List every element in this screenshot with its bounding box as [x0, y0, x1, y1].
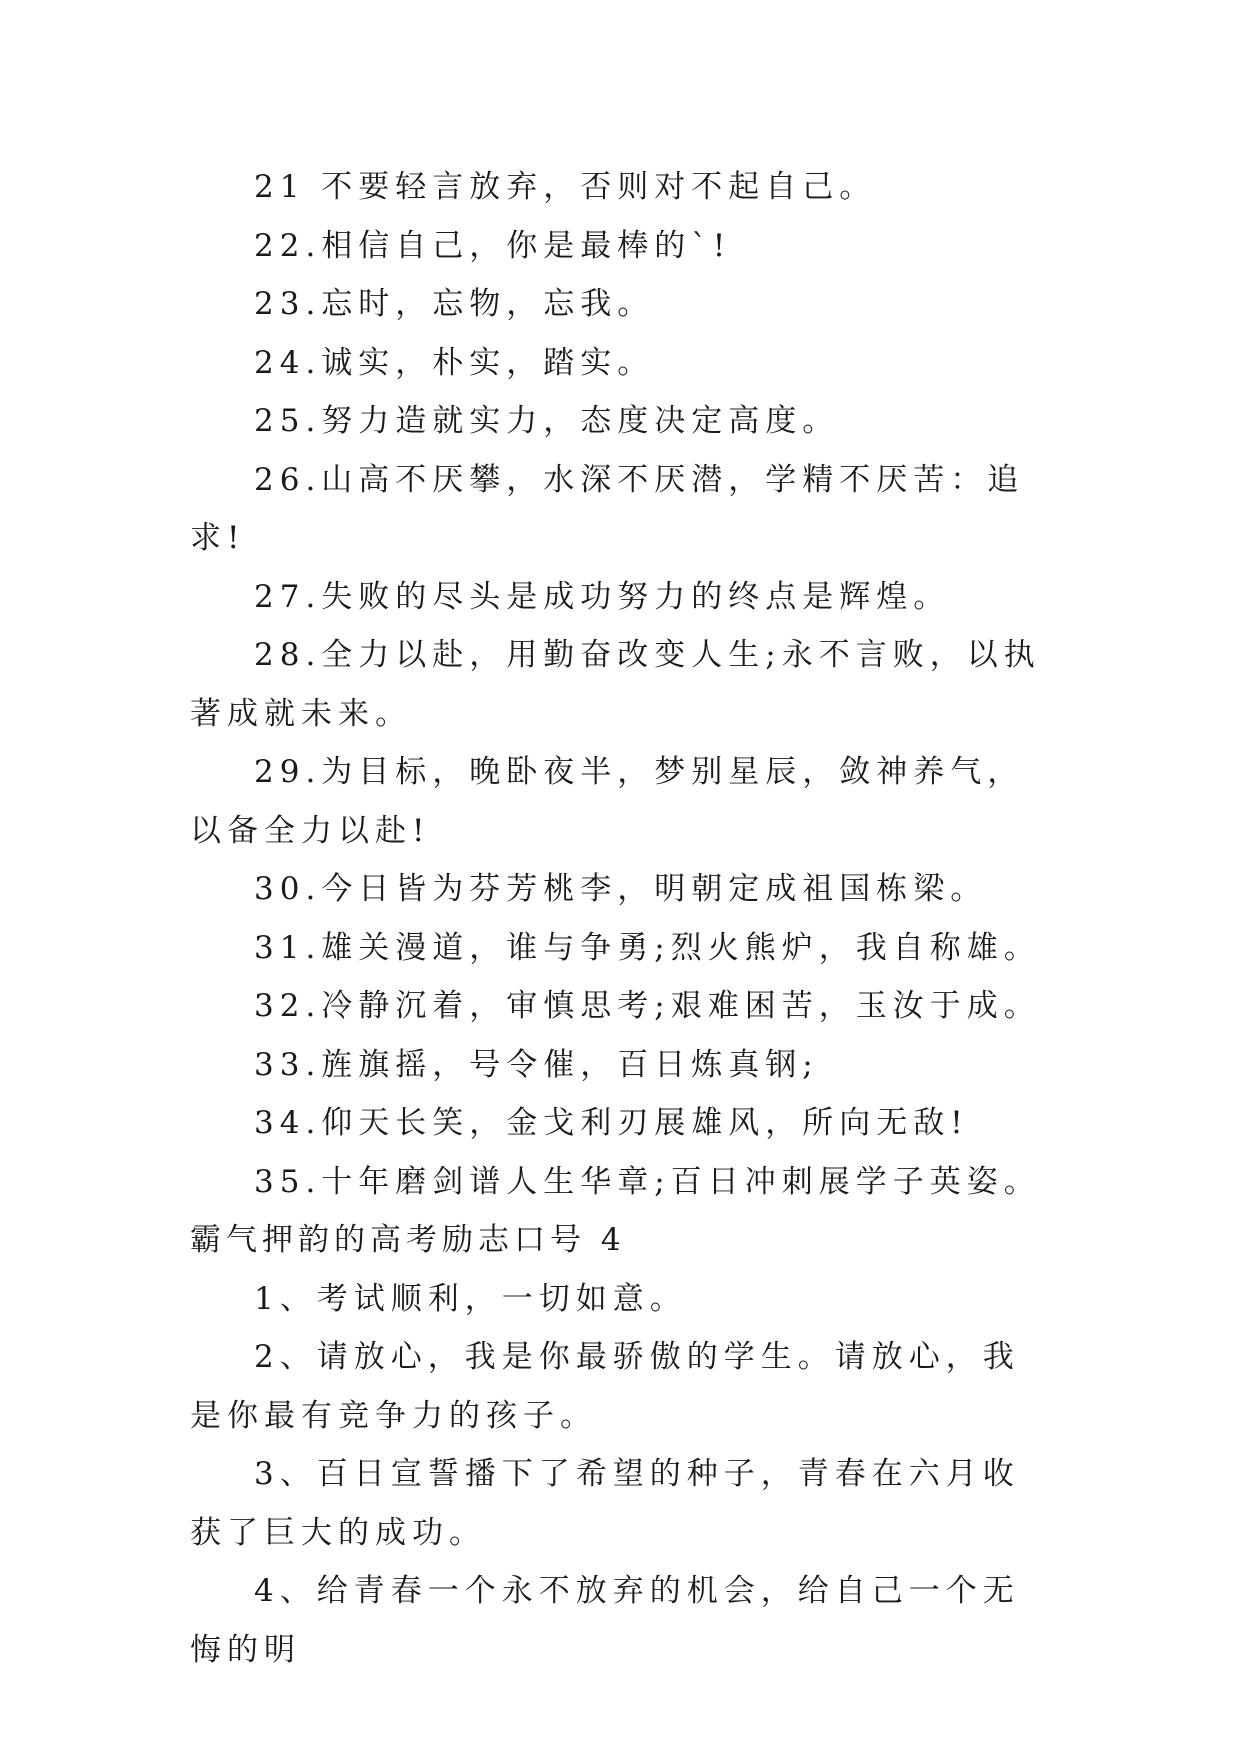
slogan-22: 22.相信自己，你是最棒的`! — [254, 227, 732, 264]
slogan-24: 24.诚实，朴实，踏实。 — [254, 344, 655, 381]
section-slogan-1: 1、考试顺利，一切如意。 — [254, 1280, 687, 1317]
slogan-21: 21 不要轻言放弃，否则对不起自己。 — [254, 169, 877, 205]
section-heading: 霸气押韵的高考励志口号 4 — [190, 1222, 626, 1258]
slogan-30: 30.今日皆为芬芳桃李，明朝定成祖国栋梁。 — [254, 871, 988, 907]
section-slogan-3: 3、百日宣誓播下了希望的种子，青春在六月收获了巨大的成功。 — [190, 1456, 1020, 1551]
slogan-33: 33.旌旗摇，号令催，百日炼真钢; — [254, 1046, 819, 1083]
section-slogan-2: 2、请放心，我是你最骄傲的学生。请放心，我是你最有竞争力的孩子。 — [190, 1339, 1020, 1434]
slogan-27: 27.失败的尽头是成功努力的终点是辉煌。 — [254, 578, 951, 615]
slogan-32: 32.冷静沉着，审慎思考;艰难困苦，玉汝于成。 — [254, 988, 1041, 1024]
slogan-31: 31.雄关漫道，谁与争勇;烈火熊炉，我自称雄。 — [254, 929, 1041, 966]
slogan-23: 23.忘时，忘物，忘我。 — [254, 286, 655, 322]
slogan-25: 25.努力造就实力，态度决定高度。 — [254, 403, 840, 439]
slogan-29: 29.为目标，晚卧夜半，梦别星辰，敛神养气，以备全力以赴! — [190, 754, 1025, 849]
slogan-34: 34.仰天长笑，金戈利刃展雄风，所向无敌! — [254, 1105, 969, 1141]
slogan-35: 35.十年磨剑谱人生华章;百日冲刺展学子英姿。 — [254, 1163, 1041, 1200]
slogan-28: 28.全力以赴，用勤奋改变人生;永不言败，以执著成就未来。 — [190, 637, 1041, 732]
document-body — [190, 158, 1052, 1679]
section-slogan-4: 4、给青春一个永不放弃的机会，给自己一个无悔的明 — [190, 1573, 1020, 1668]
slogan-26: 26.山高不厌攀，水深不厌潜，学精不厌苦：追求! — [190, 461, 1025, 556]
